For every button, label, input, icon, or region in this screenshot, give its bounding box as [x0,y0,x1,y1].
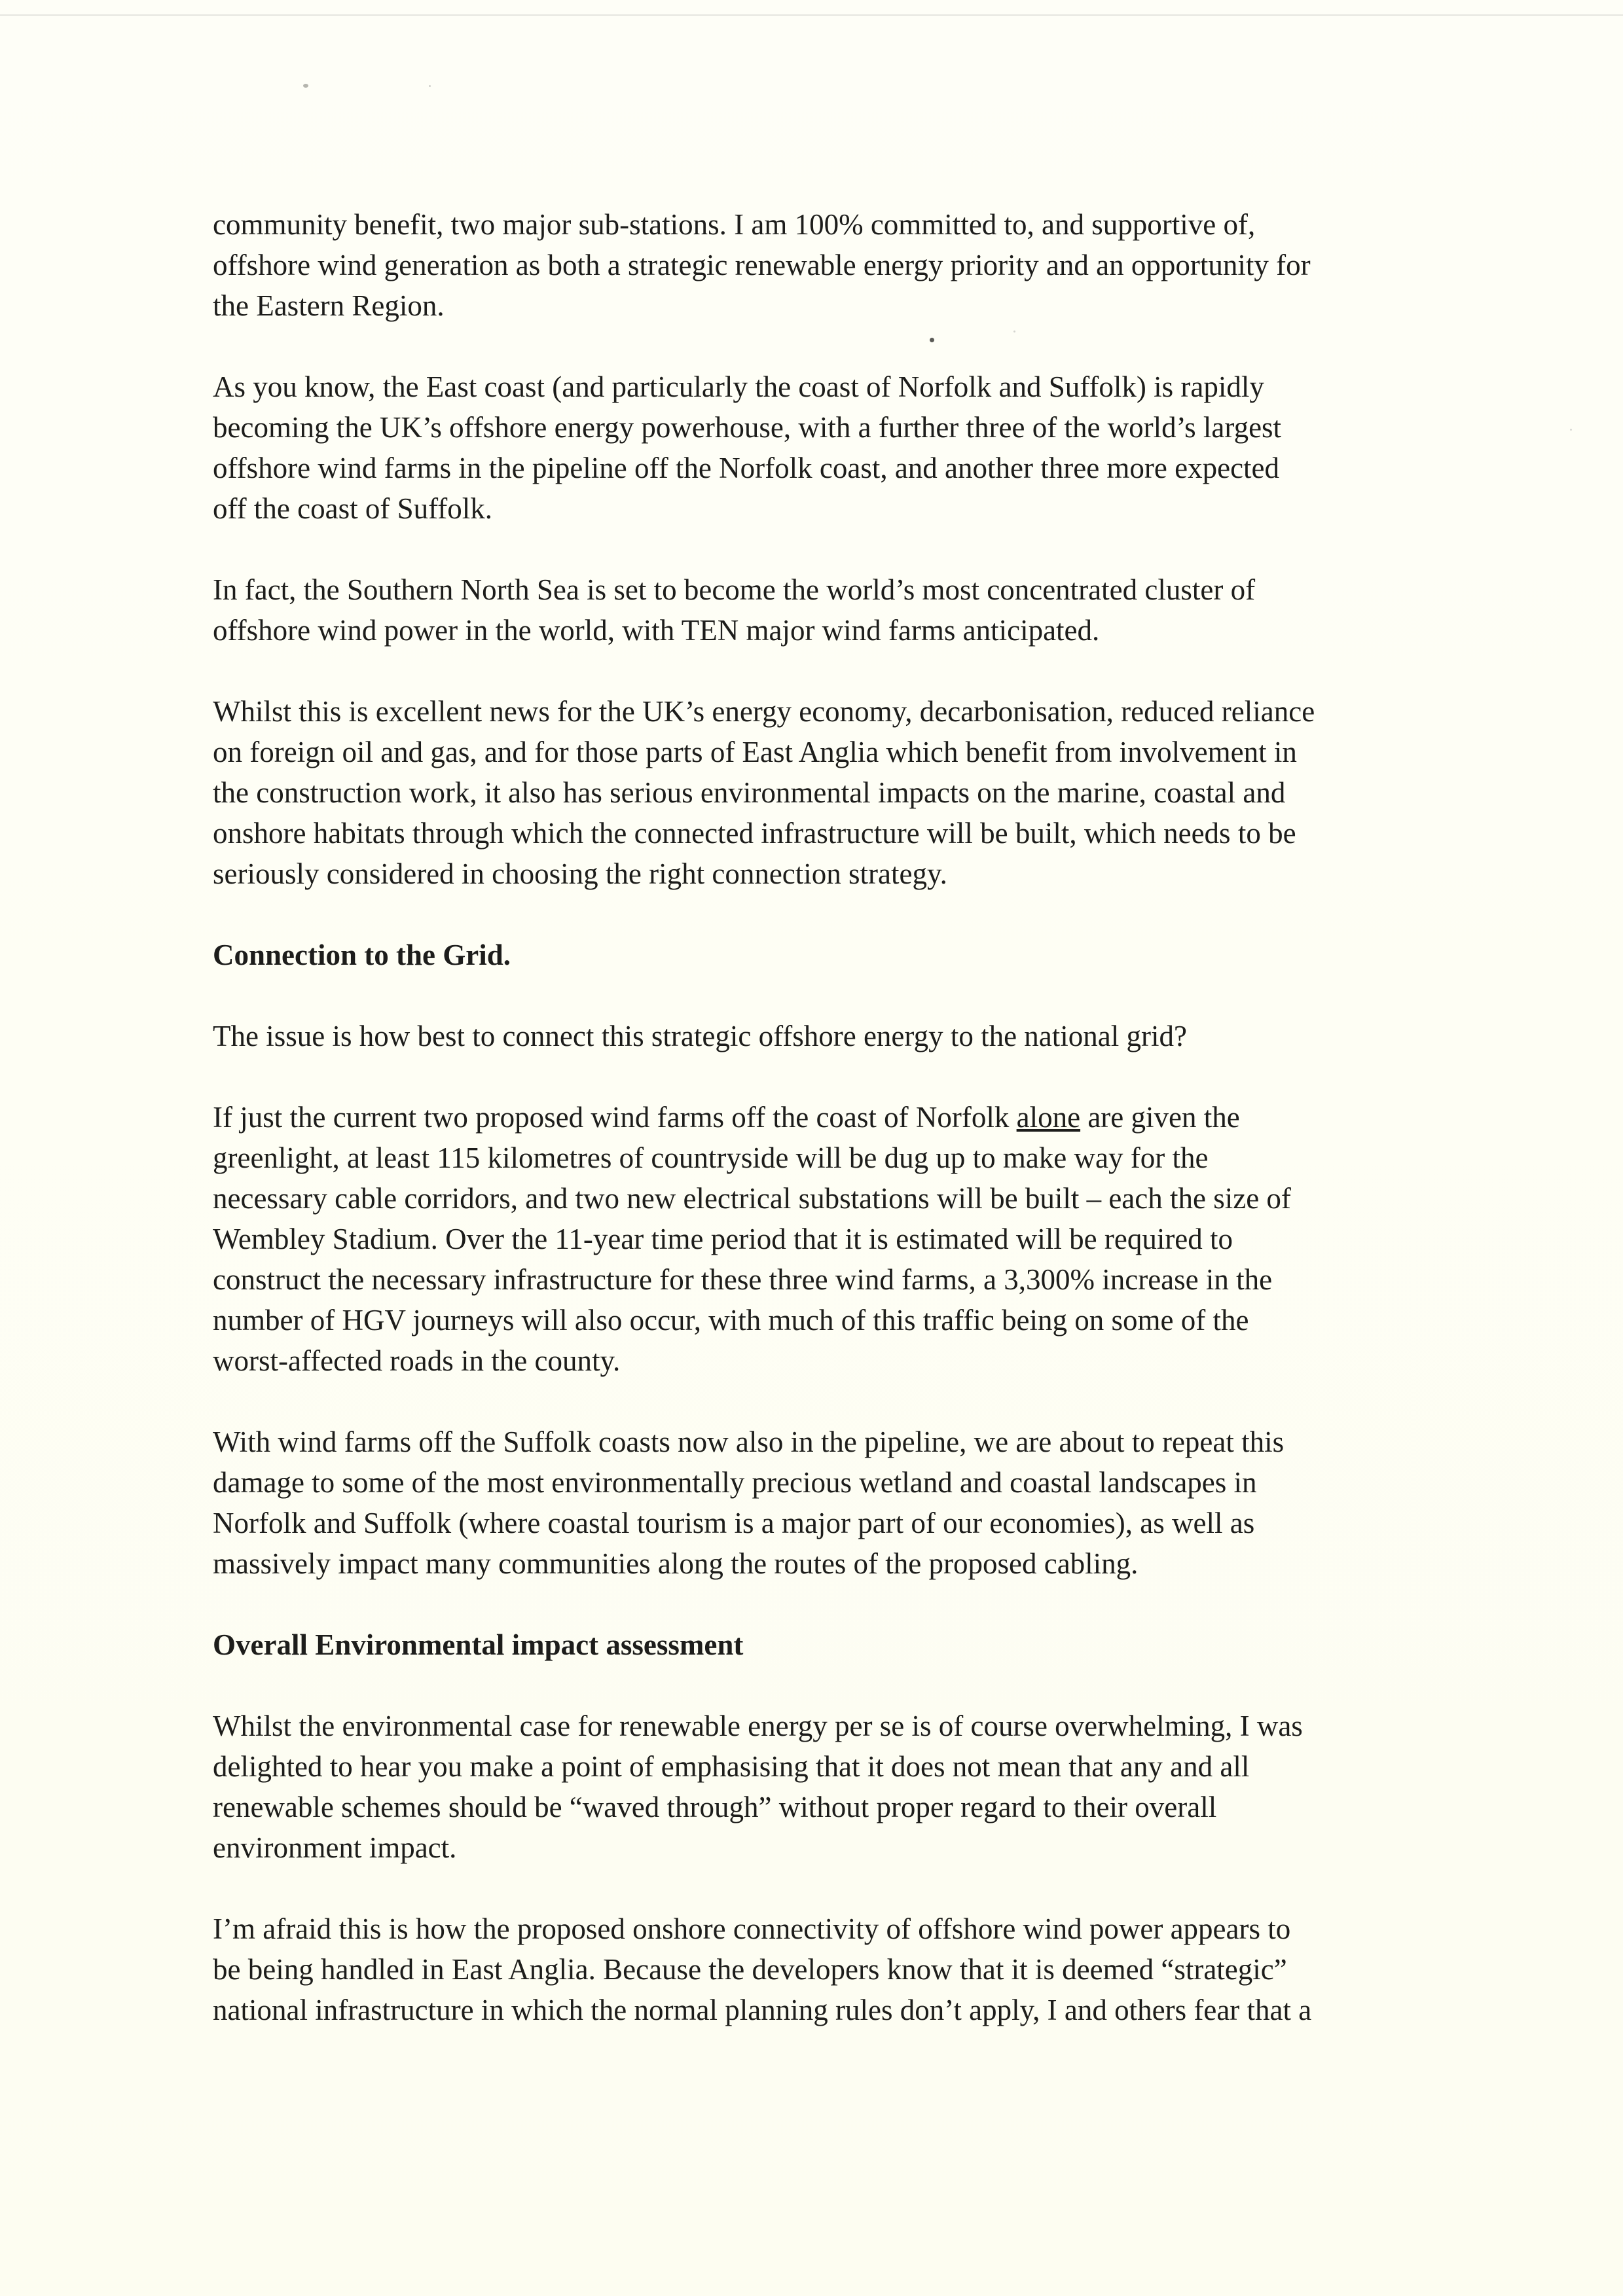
section-heading-connection: Connection to the Grid. [213,939,511,971]
scan-speck [303,84,308,88]
text-run: If just the current two proposed wind farms off the coast of Norfolk [213,1101,1017,1134]
text-line: offshore wind generation as both a strategic renewable energy priority and an opportunity for [213,249,1311,281]
text-line: Whilst this is excellent news for the UK’s energy economy, decarbonisation, reduced reliance [213,695,1315,728]
paragraph-1 [213,204,1457,326]
text-line: massively impact many communities along the routes of the proposed cabling. [213,1547,1139,1580]
text-line: In fact, the Southern North Sea is set to become the world’s most concentrated cluster of [213,573,1256,606]
paragraph-5 [213,1016,1457,1056]
text-line: offshore wind power in the world, with TEN major wind farms anticipated. [213,614,1100,647]
text-line: Norfolk and Suffolk (where coastal tourism is a major part of our economies), as well as [213,1507,1255,1539]
text-line: becoming the UK’s offshore energy powerhouse, with a further three of the world’s largest [213,411,1282,444]
text-line: seriously considered in choosing the right connection strategy. [213,857,947,890]
text-line: damage to some of the most environmentally precious wetland and coastal landscapes in [213,1466,1257,1499]
text-line: number of HGV journeys will also occur, with much of this traffic being on some of the [213,1304,1249,1336]
section-heading-environmental: Overall Environmental impact assessment [213,1628,744,1661]
text-run: are given the [1080,1101,1240,1134]
text-line: off the coast of Suffolk. [213,492,493,525]
letter-body [213,204,1457,2071]
text-line: I’m afraid this is how the proposed onshore connectivity of offshore wind power appears to [213,1912,1291,1945]
text-line: With wind farms off the Suffolk coasts now also in the pipeline, we are about to repeat this [213,1426,1285,1458]
paragraph-2 [213,367,1457,529]
text-line: The issue is how best to connect this strategic offshore energy to the national grid? [213,1020,1187,1052]
underlined-word: alone [1016,1101,1081,1134]
text-line: national infrastructure in which the normal planning rules don’t apply, I and others fear that a [213,1994,1312,2026]
paragraph-8 [213,1706,1457,1868]
text-line: Whilst the environmental case for renewable energy per se is of course overwhelming, I was [213,1710,1303,1742]
paragraph-4 [213,691,1457,894]
scan-edge-line [0,14,1623,16]
text-line: As you know, the East coast (and particularly the coast of Norfolk and Suffolk) is rapidly [213,370,1264,403]
text-line: community benefit, two major sub-stations. I am 100% committed to, and supportive of, [213,208,1256,241]
text-line: the Eastern Region. [213,289,445,322]
scan-speck [429,85,431,87]
text-line: worst-affected roads in the county. [213,1344,621,1377]
text-line: renewable schemes should be “waved through” without proper regard to their overall [213,1791,1217,1823]
text-line: construct the necessary infrastructure for these three wind farms, a 3,300% increase in the [213,1263,1273,1296]
paragraph-7 [213,1422,1457,1584]
text-line: on foreign oil and gas, and for those parts of East Anglia which benefit from involvement in [213,736,1297,768]
scan-speck [1570,429,1572,431]
text-line: delighted to hear you make a point of emphasising that it does not mean that any and all [213,1750,1250,1783]
text-line: onshore habitats through which the connected infrastructure will be built, which needs to be [213,817,1296,850]
text-line [213,1097,1457,1138]
text-line: environment impact. [213,1831,457,1864]
text-line: be being handled in East Anglia. Because the developers know that it is deemed “strategic” [213,1953,1287,1986]
text-line: necessary cable corridors, and two new electrical substations will be built – each the size of [213,1182,1291,1215]
paragraph-3 [213,569,1457,651]
paragraph-6 [213,1097,1457,1381]
text-line: greenlight, at least 115 kilometres of countryside will be dug up to make way for the [213,1141,1209,1174]
paragraph-9 [213,1909,1457,2030]
text-line: Wembley Stadium. Over the 11-year time period that it is estimated will be required to [213,1223,1233,1255]
text-line: the construction work, it also has serious environmental impacts on the marine, coastal and [213,776,1286,809]
text-line: offshore wind farms in the pipeline off the Norfolk coast, and another three more expected [213,452,1280,484]
